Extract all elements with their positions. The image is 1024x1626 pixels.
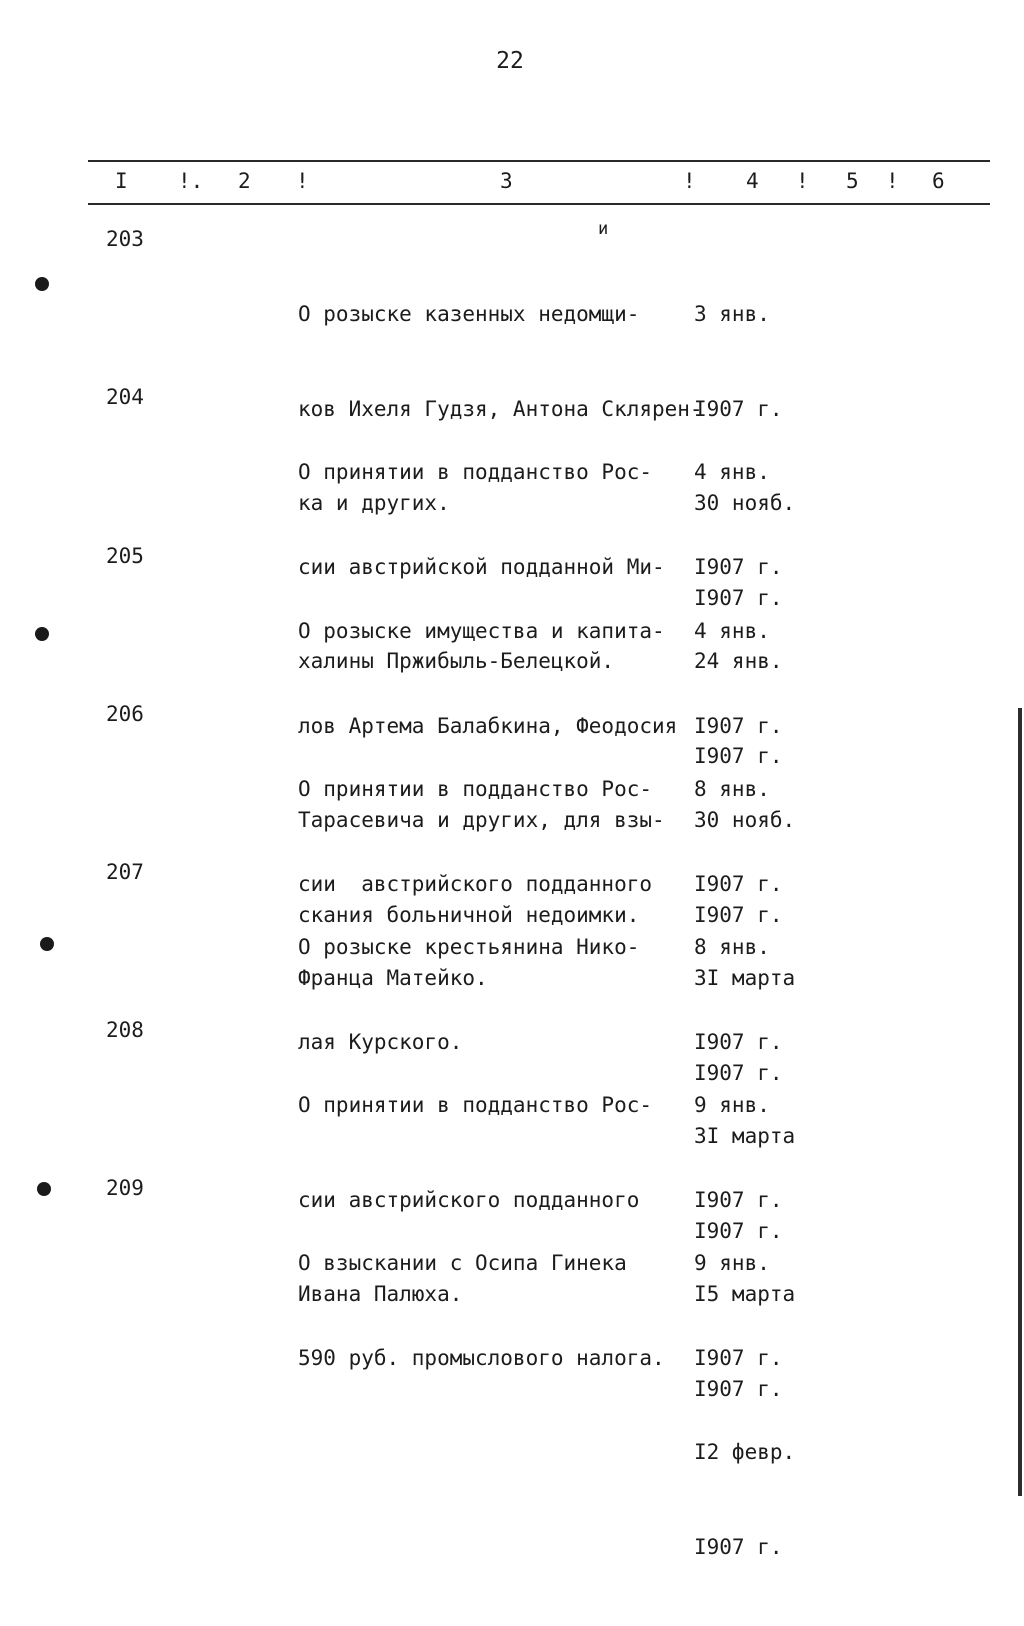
end-date: 30 нояб.	[694, 808, 796, 832]
start-date: 4 янв.	[694, 460, 770, 484]
end-date: 30 нояб.	[694, 491, 796, 515]
column-header-1: I	[115, 169, 128, 193]
end-year: I907 г.	[694, 902, 783, 927]
start-date: 4 янв.	[694, 619, 770, 643]
column-header-5: 5	[846, 169, 859, 193]
end-date: 3I марта	[694, 1124, 796, 1148]
start-date: 9 янв.	[694, 1093, 770, 1117]
start-year: I907 г.	[694, 1029, 783, 1054]
start-date: 9 янв.	[694, 1251, 770, 1275]
record-number: 203	[106, 227, 144, 251]
punch-hole	[37, 1182, 51, 1196]
description-line: сии австрийского подданного	[298, 871, 653, 896]
end-date: I5 марта	[694, 1282, 796, 1306]
end-date: I2 февр.	[694, 1440, 796, 1464]
column-separator-1: !.	[178, 169, 204, 193]
end-year: I907 г.	[694, 743, 783, 768]
description-line: ков Ихеля Гудзя, Антона Склярен-	[298, 396, 703, 421]
record-number: 205	[106, 544, 144, 568]
description-line: скания больничной недоимки.	[298, 902, 640, 927]
description-line: О розыске имущества и капита-	[298, 619, 665, 643]
description-line: О розыске крестьянина Нико-	[298, 935, 640, 959]
description-line: О принятии в подданство Рос-	[298, 777, 653, 801]
description-line: О принятии в подданство Рос-	[298, 1093, 653, 1117]
record-number: 209	[106, 1176, 144, 1200]
record-description	[298, 1185, 665, 1437]
end-date: 3I марта	[694, 966, 796, 990]
column-separator-4: !	[796, 169, 809, 193]
column-header-4: 4	[746, 169, 759, 193]
column-separator-3: !	[683, 169, 696, 193]
scan-edge-shadow	[1018, 708, 1022, 1496]
start-year: I907 г.	[694, 1345, 783, 1370]
column-header-3: 3	[500, 169, 513, 193]
column-separator-5: !	[886, 169, 899, 193]
record-number: 204	[106, 385, 144, 409]
record-number: 207	[106, 860, 144, 884]
page-number: 22	[496, 48, 524, 74]
end-year: I907 г.	[694, 585, 783, 610]
record-number: 206	[106, 702, 144, 726]
end-year: I907 г.	[694, 1218, 783, 1243]
description-line: Ивана Палюха.	[298, 1282, 463, 1306]
punch-hole	[35, 627, 49, 641]
start-date: 8 янв.	[694, 935, 770, 959]
punch-hole	[40, 937, 54, 951]
description-line: О розыске казенных недомщи-	[298, 302, 640, 326]
description-line: сии австрийского подданного	[298, 1187, 640, 1212]
punch-hole	[35, 277, 49, 291]
column-header-2: 2	[238, 169, 251, 193]
handwritten-correction: и	[598, 219, 609, 239]
start-date: 8 янв.	[694, 777, 770, 801]
start-year: I907 г.	[694, 871, 783, 896]
record-number: 208	[106, 1018, 144, 1042]
column-separator-2: !	[296, 169, 309, 193]
description-line: лая Курского.	[298, 1029, 463, 1054]
end-year: I907 г.	[694, 1534, 783, 1559]
start-year: I907 г.	[694, 1187, 783, 1212]
description-line: О принятии в подданство Рос-	[298, 460, 653, 484]
record-dates	[694, 1185, 795, 1626]
description-line: лов Артема Балабкина, Феодосия	[298, 713, 678, 738]
description-line: сии австрийской подданной Ми-	[298, 554, 665, 579]
description-line: Франца Матейко.	[298, 966, 488, 990]
description-line: халины Пржибыль-Белецкой.	[298, 649, 615, 673]
end-year: I907 г.	[694, 1060, 783, 1085]
description-line: Тарасевича и других, для взы-	[298, 808, 665, 832]
end-year: I907 г.	[694, 1376, 783, 1401]
description-line: О взыскании с Осипа Гинека	[298, 1251, 627, 1275]
start-date: 3 янв.	[694, 302, 770, 326]
table-header-rule	[88, 203, 990, 205]
table-top-rule	[88, 160, 990, 162]
end-date: 24 янв.	[694, 649, 783, 673]
description-line: ка и других.	[298, 491, 450, 515]
column-header-6: 6	[932, 169, 945, 193]
start-year: I907 г.	[694, 554, 783, 579]
start-year: I907 г.	[694, 713, 783, 738]
start-year: I907 г.	[694, 396, 783, 421]
description-line: 590 руб. промыслового налога.	[298, 1345, 665, 1370]
